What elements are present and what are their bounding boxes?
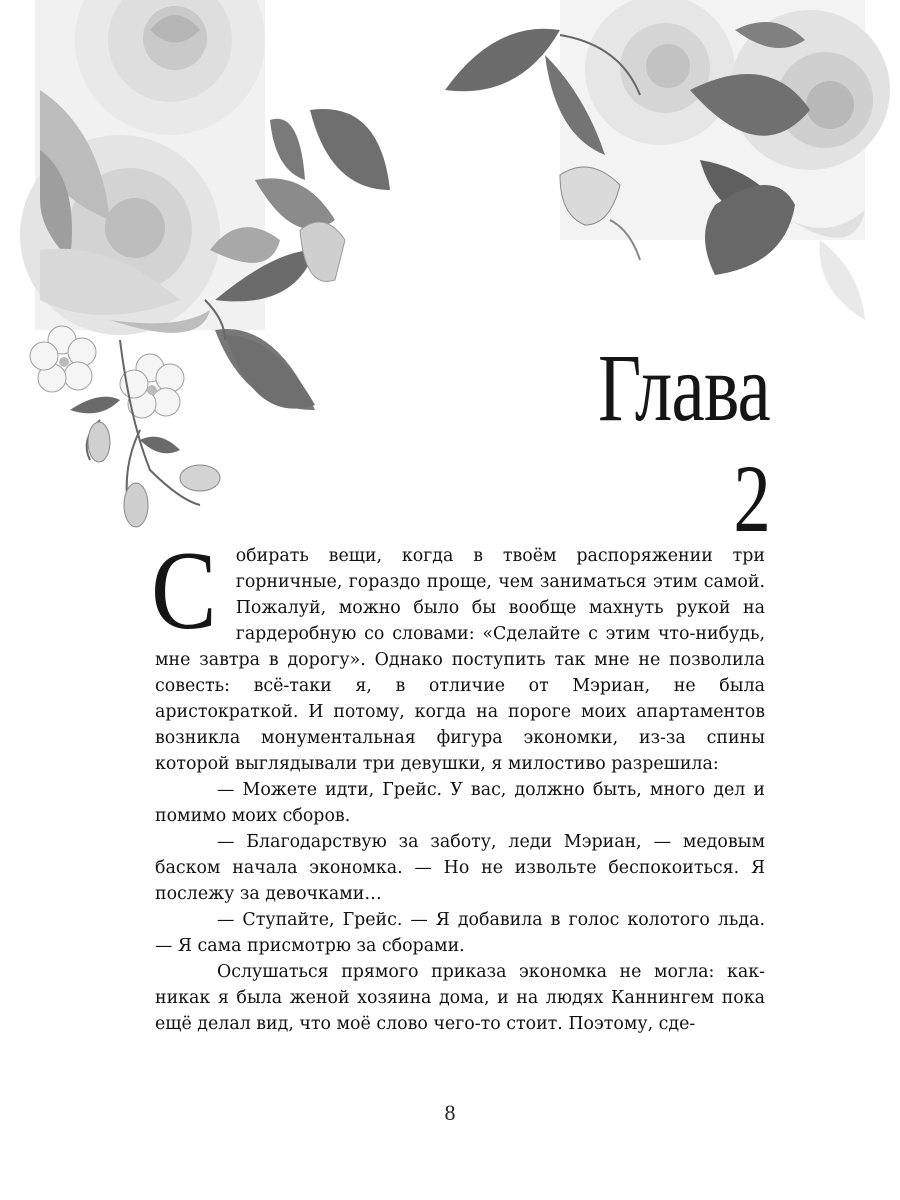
paragraph-5: Ослушаться прямого приказа экономка не могла: как-никак я была женой хозяина дома, и на людях Каннингем пока ещё делал вид, что моё слово чего-то стоит. Поэтому, сде-: [155, 962, 765, 1034]
paragraph-1: [151, 529, 765, 777]
drop-cap: С: [151, 529, 217, 653]
right-rose-cluster: [445, 0, 890, 320]
paragraph-4: — Ступайте, Грейс. — Я добавила в голос колотого льда. — Я сама присмотрю за сборами.: [155, 910, 765, 956]
chapter-title: Глава 2: [598, 334, 770, 552]
paragraph-1-text: обирать вещи, когда в твоём распоряжении три горничные, гораздо проще, чем заниматься этим самой. Пожалуй, можно было бы вообще махнуть рукой на гардеробную со словами: «Сделайте с этим что-нибудь, мне завтра в дорогу». Однако поступить так мне не позволила совесть: всё-таки я, в отличие от Мэриан, не была аристократкой. И потому, когда на пороге моих апартаментов возникла монументальная фигура экономки, из-за спины которой выглядывали три девушки, я милостиво разрешила:: [155, 546, 765, 774]
chapter-text: [151, 529, 765, 1037]
paragraph-3: — Благодарствую за заботу, леди Мэриан, — медовым баском начала экономка. — Но не извольте беспокоиться. Я послежу за девочками…: [155, 832, 765, 904]
page-number: 8: [444, 1100, 456, 1125]
paragraph-2: — Можете идти, Грейс. У вас, должно быть, много дел и помимо моих сборов.: [155, 780, 765, 826]
left-rose-cluster: [20, 0, 390, 527]
